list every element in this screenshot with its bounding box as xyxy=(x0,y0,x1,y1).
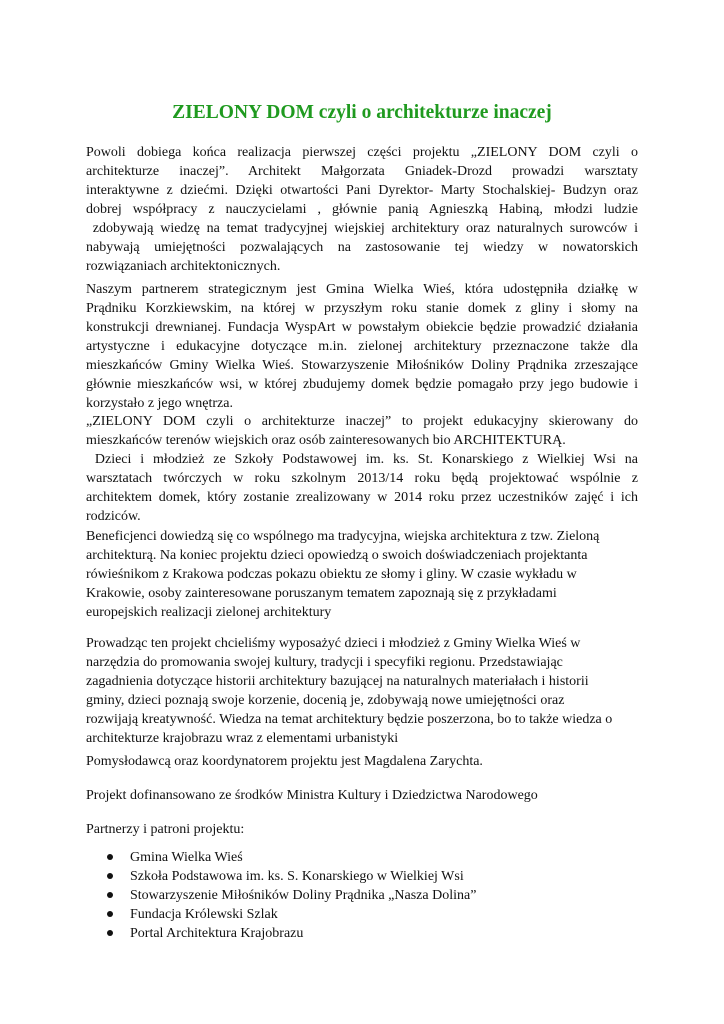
text-line: zdobywają wiedzę na temat tradycyjnej wiejskiej architektury oraz naturalnych surowców i xyxy=(86,221,638,236)
partner-name: Stowarzyszenie Miłośników Doliny Prądnika „Nasza Dolina” xyxy=(130,888,477,903)
text-line: mieszkańców terenów wiejskich oraz osób zainteresowanych bio ARCHITEKTURĄ. xyxy=(86,433,566,448)
list-item xyxy=(86,905,638,924)
text-line: warsztatach twórczych w roku szkolnym 2013/14 roku będą projektować wspólnie z xyxy=(86,471,638,486)
text-line: architekturze inaczej”. Architekt Małgorzata Gniadek-Drozd prowadzi warsztaty xyxy=(86,164,638,179)
text-line: Beneficjenci dowiedzą się co wspólnego ma tradycyjna, wiejska architektura z tzw. Zieloną xyxy=(86,529,600,544)
text-line: rozwiązaniach architektonicznych. xyxy=(86,259,281,274)
bullet-icon xyxy=(107,854,113,860)
text-line: dobrej współpracy z nauczycielami , głównie panią Agnieszką Habiną, młodzi ludzie xyxy=(86,202,638,217)
text-line: architekturze krajobrazu wraz z elementami urbanistyki xyxy=(86,731,399,746)
paragraph-strategic-partner xyxy=(86,280,638,413)
text-line: zagadnienia dotyczące historii architektury bazującej na naturalnych materiałach i historii xyxy=(86,674,589,689)
text-line: architekturą. Na koniec projektu dzieci opowiedzą o swoich doświadczeniach projektanta xyxy=(86,548,588,563)
paragraph-beneficiaries xyxy=(86,527,638,622)
paragraph-funding: Projekt dofinansowano ze środków Ministra Kultury i Dziedzictwa Narodowego xyxy=(86,788,538,803)
text-line: gminy, dzieci poznają swoje korzenie, docenią je, zdobywają nowe umiejętności oraz xyxy=(86,693,565,708)
paragraph-partners-heading: Partnerzy i patroni projektu: xyxy=(86,822,245,837)
text-line: europejskich realizacji zielonej architektury xyxy=(86,605,332,620)
text-line: rodziców. xyxy=(86,509,141,524)
text-line: konstrukcji drewnianej. Fundacja WyspArt w powstałym obiekcie będzie prowadzić działania xyxy=(86,320,638,335)
partner-name: Gmina Wielka Wieś xyxy=(130,850,243,865)
document-title: ZIELONY DOM czyli o architekturze inaczej xyxy=(172,102,552,124)
text-line: Prowadząc ten projekt chcieliśmy wyposażyć dzieci i młodzież z Gminy Wielka Wieś w xyxy=(86,636,581,651)
text-line: korzystało z jego wnętrza. xyxy=(86,396,233,411)
text-line: rówieśnikom z Krakowa podczas pokazu obiektu ze słomy i gliny. W czasie wykładu w xyxy=(86,567,577,582)
text-line: Krakowie, osoby zainteresowane poruszanym tematem zapoznają się z przykładami xyxy=(86,586,557,601)
text-line: głównie mieszkańców wsi, w której zbudujemy domek będzie pomagało przy jego budowie i xyxy=(86,377,638,392)
bullet-icon xyxy=(107,873,113,879)
text-line: „ZIELONY DOM czyli o architekturze inaczej” to projekt edukacyjny skierowany do xyxy=(86,414,638,429)
text-line: nabywają umiejętności pozwalających na zastosowanie tej wiedzy w nowatorskich xyxy=(86,240,638,255)
paragraph-project-description xyxy=(86,412,638,526)
text-line: artystyczne i edukacyjne dotyczące m.in. zielonej architektury przeznaczone także dla xyxy=(86,339,638,354)
list-item xyxy=(86,867,638,886)
text-line: Powoli dobiega końca realizacja pierwszej części projektu „ZIELONY DOM czyli o xyxy=(86,145,638,160)
bullet-icon xyxy=(107,930,113,936)
text-line: mieszkańców Gminy Wielka Wieś. Stowarzyszenie Miłośników Doliny Prądnika zrzeszające xyxy=(86,358,638,373)
list-item xyxy=(86,848,638,867)
text-line: rozwijają kreatywność. Wiedza na temat architektury będzie poszerzona, bo to także wiedza o xyxy=(86,712,613,727)
text-line: architektem domek, który zostanie zrealizowany w 2014 roku przez uczestników zajęć i ich xyxy=(86,490,638,505)
paragraph-project-goals xyxy=(86,634,638,748)
bullet-icon xyxy=(107,892,113,898)
text-line: interaktywne z dziećmi. Dzięki otwartości Pani Dyrektor- Marty Stochalskiej- Budzyn oraz xyxy=(86,183,638,198)
partner-name: Portal Architektura Krajobrazu xyxy=(130,926,304,941)
bullet-icon xyxy=(107,911,113,917)
partner-name: Szkoła Podstawowa im. ks. S. Konarskiego w Wielkiej Wsi xyxy=(130,869,464,884)
partners-list xyxy=(86,848,638,943)
paragraph-project-progress xyxy=(86,143,638,276)
text-line: Naszym partnerem strategicznym jest Gmina Wielka Wieś, która udostępniła działkę w xyxy=(86,282,638,297)
text-line: Prądniku Korzkiewskim, na której w przyszłym roku stanie domek z gliny i słomy na xyxy=(86,301,638,316)
text-line: narzędzia do promowania swojej kultury, tradycji i specyfiki regionu. Przedstawiając xyxy=(86,655,563,670)
list-item xyxy=(86,886,638,905)
text-line: Dzieci i młodzież ze Szkoły Podstawowej im. ks. St. Konarskiego z Wielkiej Wsi na xyxy=(86,452,638,467)
partner-name: Fundacja Królewski Szlak xyxy=(130,907,278,922)
list-item xyxy=(86,924,638,943)
paragraph-coordinator: Pomysłodawcą oraz koordynatorem projektu jest Magdalena Zarychta. xyxy=(86,754,483,769)
